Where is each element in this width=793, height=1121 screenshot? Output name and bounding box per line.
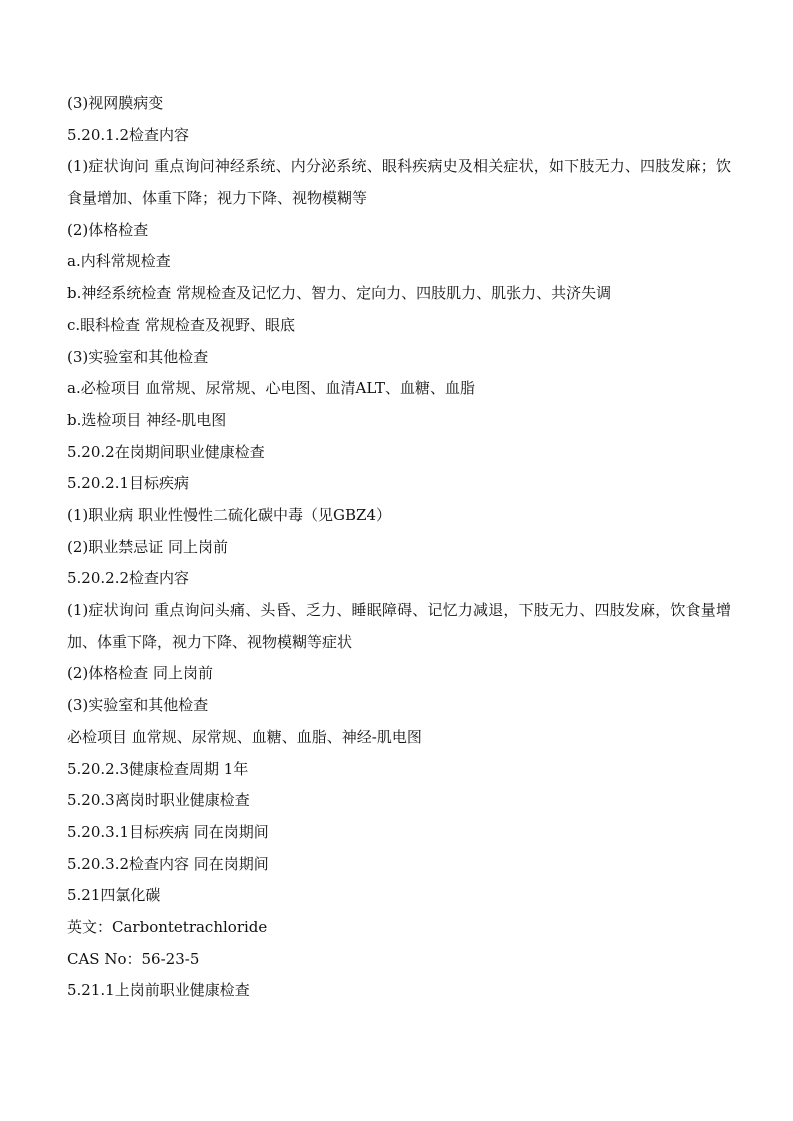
text-line: (3)实验室和其他检查 [67,696,209,715]
text-line: (1)职业病 职业性慢性二硫化碳中毒（见GBZ4） [67,505,391,524]
text-line: 英文：Carbontetrachloride [67,917,268,936]
text-paragraph: (1)症状询问 重点询问头痛、头昏、乏力、睡眠障碍、记忆力减退，下肢无力、四肢发麻，饮食量增加、体重下降，视力下降、视物模糊等症状 [67,601,731,651]
document-page [67,88,731,1007]
section-heading: 5.21.1上岗前职业健康检查 [67,981,250,1000]
text-line: (3)实验室和其他检查 [67,347,209,366]
section-heading: 5.20.2.3健康检查周期 1年 [67,759,249,778]
text-line: b.选检项目 神经-肌电图 [67,410,227,429]
text-line: c.眼科检查 常规检查及视野、眼底 [67,315,295,334]
text-line: (2)职业禁忌证 同上岗前 [67,537,229,556]
section-heading: 5.21四氯化碳 [67,886,161,905]
text-line: (2)体格检查 同上岗前 [67,664,214,683]
section-heading: 5.20.2.1目标疾病 [67,474,190,493]
text-line: b.神经系统检查 常规检查及记忆力、智力、定向力、四肢肌力、肌张力、共济失调 [67,284,612,303]
section-heading: 5.20.2在岗期间职业健康检查 [67,442,265,461]
section-heading: 5.20.3.1目标疾病 同在岗期间 [67,822,269,841]
text-line: a.必检项目 血常规、尿常规、心电图、血清ALT、血糖、血脂 [67,379,476,398]
text-line: a.内科常规检查 [67,252,171,271]
text-paragraph: (1)症状询问 重点询问神经系统、内分泌系统、眼科疾病史及相关症状，如下肢无力、四肢发麻；饮食量增加、体重下降；视力下降、视物模糊等 [67,157,731,208]
section-heading: 5.20.2.2检查内容 [67,569,190,588]
text-line: (3)视网膜病变 [67,94,164,112]
text-line: 必检项目 血常规、尿常规、血糖、血脂、神经-肌电图 [67,727,422,746]
section-heading: 5.20.3.2检查内容 同在岗期间 [67,854,269,873]
text-line: CAS No：56-23-5 [67,949,200,968]
section-heading: 5.20.1.2检查内容 [67,125,190,144]
section-heading: 5.20.3离岗时职业健康检查 [67,791,250,810]
text-line: (2)体格检查 [67,220,149,239]
